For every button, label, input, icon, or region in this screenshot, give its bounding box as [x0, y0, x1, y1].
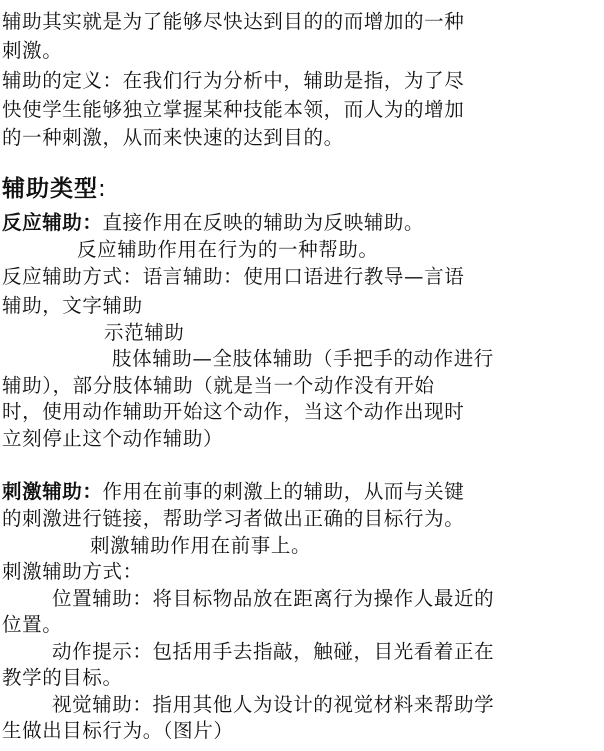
- response-methods-line-2: 辅助，文字辅助: [2, 294, 143, 317]
- response-methods-line-1: 反应辅助方式：语言辅助：使用口语进行教导—言语: [2, 265, 465, 288]
- demo-prompt: 示范辅助: [104, 321, 185, 344]
- physical-prompt-line-2: 辅助），部分肢体辅助（就是当一个动作没有开始: [2, 374, 435, 397]
- section-heading-types: [2, 176, 107, 202]
- physical-prompt-line-1: 肢体辅助—全肢体辅助（手把手的动作进行: [112, 347, 494, 370]
- definition-line-2: 快使学生能够独立掌握某种技能本领，而人为的增加: [2, 98, 465, 121]
- physical-prompt-line-3: 时，使用动作辅助开始这个动作，当这个动作出现时: [2, 400, 465, 423]
- gesture-prompt-line-1: 动作提示：包括用手去指敲，触碰，目光看着正在: [52, 640, 495, 663]
- gesture-prompt-line-2: 教学的目标。: [2, 666, 123, 689]
- response-prompt-note: 反应辅助作用在行为的一种帮助。: [77, 238, 379, 261]
- position-prompt-line-2: 位置。: [2, 613, 63, 636]
- response-prompt-definition: [2, 210, 424, 236]
- response-prompt-def: 直接作用在反映的辅助为反映辅助。: [102, 211, 425, 234]
- position-prompt-line-1: 位置辅助：将目标物品放在距离行为操作人最近的: [52, 587, 495, 610]
- intro-line-2: 刺激。: [2, 39, 63, 62]
- stimulus-prompt-note: 刺激辅助作用在前事上。: [90, 534, 312, 557]
- definition-line-3: 的一种刺激，从而来快速的达到目的。: [2, 126, 344, 149]
- visual-prompt-line-1: 视觉辅助：指用其他人为设计的视觉材料来帮助学: [52, 693, 495, 716]
- stimulus-prompt-term: 刺激辅助：: [2, 480, 103, 503]
- stimulus-prompt-def-line-2: 的刺激进行链接，帮助学习者做出正确的目标行为。: [2, 507, 465, 530]
- physical-prompt-line-4: 立刻停止这个动作辅助）: [2, 427, 224, 450]
- stimulus-prompt-definition: [2, 479, 464, 505]
- intro-line-1: 辅助其实就是为了能够尽快达到目的的而增加的一种: [2, 10, 465, 33]
- stimulus-methods-title: 刺激辅助方式：: [2, 560, 143, 583]
- section-heading-colon: :: [98, 176, 107, 202]
- stimulus-prompt-def: 作用在前事的刺激上的辅助，从而与关键: [102, 480, 465, 503]
- visual-prompt-line-2: 生做出目标行为。（图片）: [2, 719, 234, 742]
- response-prompt-term: 反应辅助：: [2, 211, 103, 234]
- definition-line-1: 辅助的定义：在我们行为分析中，辅助是指，为了尽: [2, 69, 465, 92]
- section-heading-title: 辅助类型: [2, 176, 98, 202]
